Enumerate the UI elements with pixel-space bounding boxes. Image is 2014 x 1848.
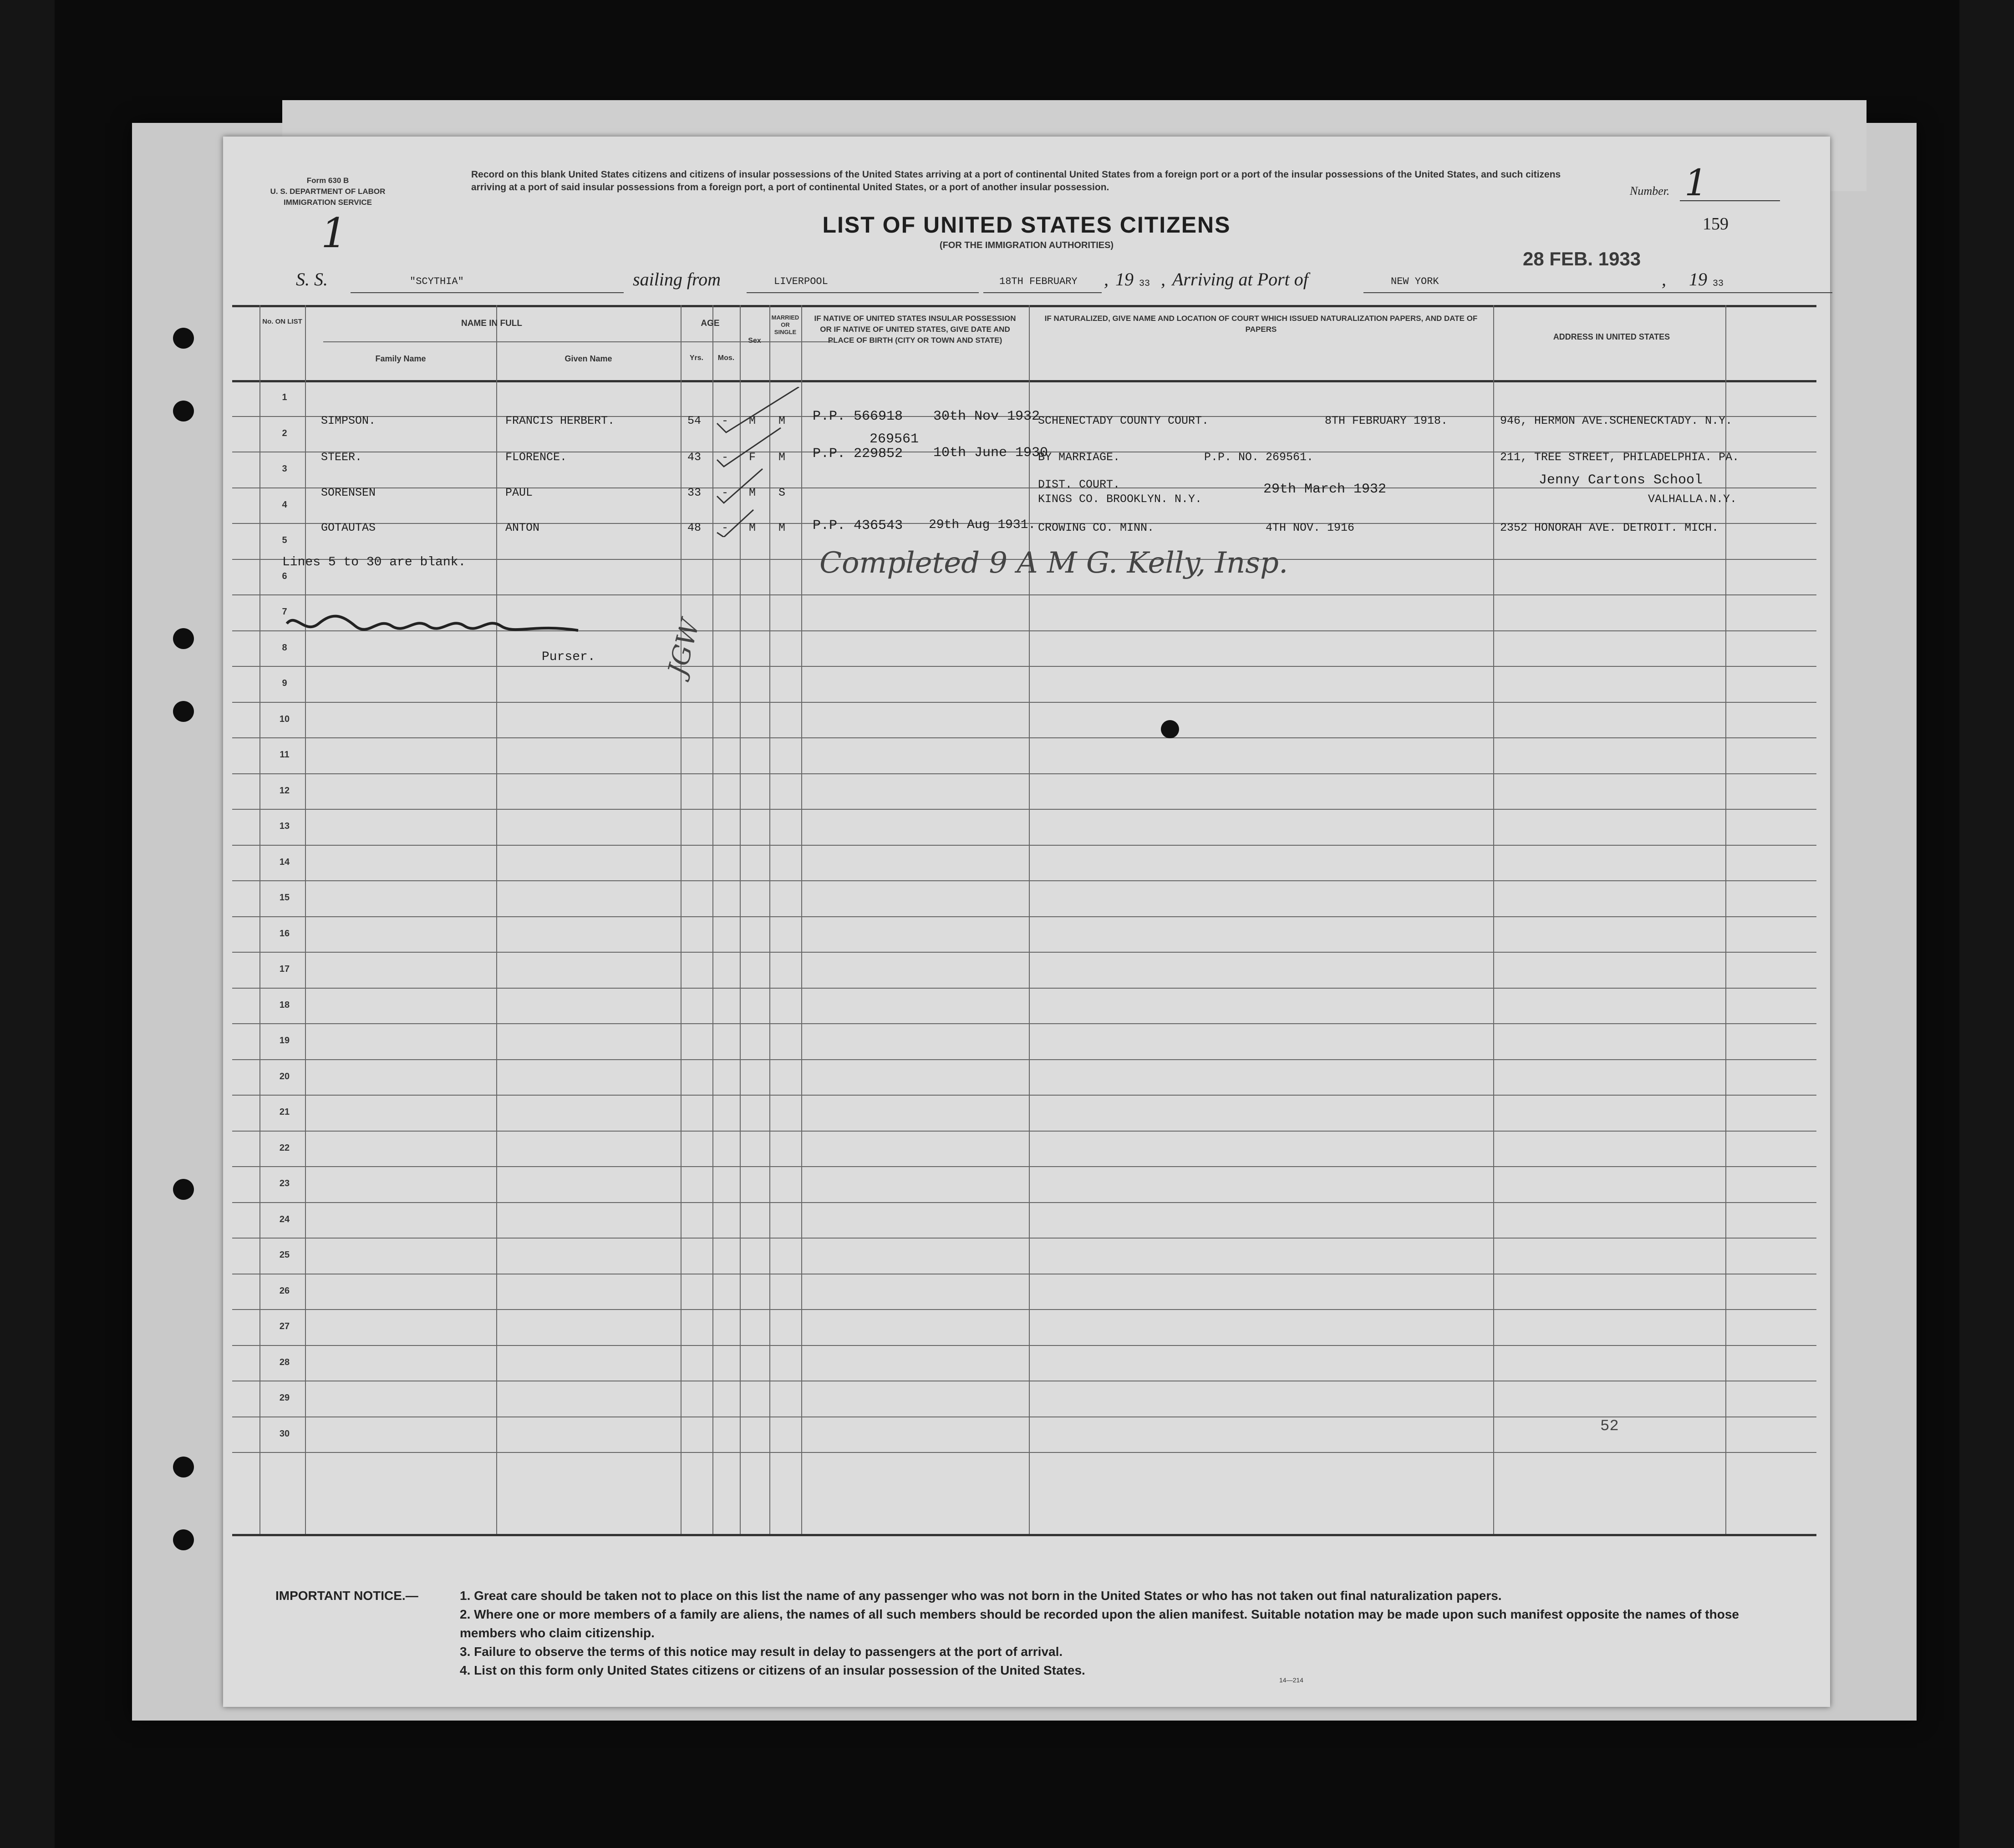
- passport: P.P. 436543: [813, 518, 903, 533]
- page-title: LIST OF UNITED STATES CITIZENS: [822, 212, 1231, 238]
- date-from-underline: [983, 292, 1102, 293]
- manifest-page: [223, 137, 1830, 1707]
- court-date: 8TH FEBRUARY 1918.: [1325, 414, 1448, 427]
- court: BY MARRIAGE.: [1038, 451, 1120, 464]
- port-from: LIVERPOOL: [774, 276, 828, 287]
- family-name: SORENSEN: [321, 486, 376, 499]
- given-name: FLORENCE.: [505, 451, 567, 464]
- passport-date: 29th Aug 1931.: [929, 518, 1036, 532]
- notice-item: 4. List on this form only United States citizens or citizens of an insular possession of the United States.: [460, 1663, 1085, 1677]
- line-number: 20: [279, 1071, 290, 1081]
- sex: M: [749, 414, 756, 427]
- ruled-line: [232, 1131, 1816, 1132]
- list-number: 1: [1684, 162, 1708, 204]
- binder-hole: [173, 328, 194, 349]
- line-number: 15: [279, 893, 290, 903]
- film-strip-right: [1959, 0, 2014, 1848]
- family-name: SIMPSON.: [321, 414, 376, 427]
- inspector-initials: JGW: [662, 616, 706, 679]
- court-date: 4TH NOV. 1916: [1266, 521, 1355, 534]
- col-given-name: Given Name: [565, 354, 612, 363]
- handwritten-number: 1: [321, 209, 347, 257]
- age-years: 33: [687, 486, 702, 499]
- ruled-line: [232, 1095, 1816, 1096]
- ruled-line: [232, 1452, 1816, 1453]
- line-number: 14: [279, 857, 290, 867]
- ruled-line: [232, 988, 1816, 989]
- line-number: 22: [279, 1142, 290, 1153]
- instructions-text: Record on this blank United States citizens and citizens of insular possessions of the United States arriving at a port of continental United States from a foreign port or a port of the insular possessions of the United States, and such citizens arriving at a port of said insular possessions from a foreign port, a port of continental United States, or a port of another insular possession.: [471, 169, 1561, 193]
- notice-item: 3. Failure to observe the terms of this notice may result in delay to passengers at the port of arrival.: [460, 1645, 1063, 1659]
- line-number: 5: [282, 535, 287, 546]
- year-from: 33: [1139, 279, 1150, 289]
- form-code: 14—214: [1279, 1676, 1303, 1684]
- binder-hole: [173, 1179, 194, 1200]
- port-from-underline: [747, 292, 979, 293]
- ruled-line: [232, 666, 1816, 667]
- given-name: PAUL: [505, 486, 533, 499]
- ruled-line: [232, 1166, 1816, 1167]
- col-native: IF NATIVE OF UNITED STATES INSULAR POSSESSION OR IF NATIVE OF UNITED STATES, GIVE DATE AND PLACE OF BIRTH (CITY OR TOWN AND STATE): [814, 314, 1016, 345]
- number-label: Number.: [1630, 184, 1670, 198]
- col-no: No. ON LIST: [262, 318, 302, 325]
- line-number: 18: [279, 1000, 290, 1010]
- service: IMMIGRATION SERVICE: [284, 198, 372, 207]
- line-number: 29: [279, 1393, 290, 1403]
- ruled-line: [232, 845, 1816, 846]
- court: CROWING CO. MINN.: [1038, 521, 1154, 534]
- line-number: 8: [282, 642, 287, 653]
- sex: F: [749, 451, 756, 464]
- film-strip-left: [0, 0, 55, 1848]
- ruled-line: [232, 594, 1816, 595]
- sex: M: [749, 486, 756, 499]
- ruled-line: [232, 737, 1816, 738]
- page-subtitle: (FOR THE IMMIGRATION AUTHORITIES): [939, 240, 1114, 250]
- col-name-in-full: NAME IN FULL: [461, 319, 523, 328]
- purser-label: Purser.: [542, 650, 595, 664]
- binder-hole: [173, 628, 194, 649]
- arriving-label: Arriving at Port of: [1172, 269, 1308, 289]
- court: SCHENECTADY COUNTY COURT.: [1038, 414, 1209, 427]
- year-to: 33: [1713, 279, 1724, 289]
- marital-status: S: [778, 486, 786, 499]
- line-number: 21: [279, 1107, 290, 1117]
- col-family-name: Family Name: [375, 354, 426, 363]
- col-age-years: Yrs.: [689, 354, 704, 362]
- ruled-line: [232, 702, 1816, 703]
- ship-name: "SCYTHIA": [410, 276, 464, 287]
- line-number: 17: [279, 964, 290, 975]
- tally-marks: [712, 387, 804, 537]
- col-marital: MARRIED OR SINGLE: [771, 314, 799, 335]
- form-number: Form 630 B: [306, 176, 349, 185]
- ruled-line: [232, 1202, 1816, 1203]
- passenger-table: [232, 305, 1816, 1534]
- age-months: -: [722, 414, 729, 427]
- marital-status: M: [778, 451, 786, 464]
- court-date: P.P. NO. 269561.: [1204, 451, 1314, 464]
- ruled-line: [232, 1023, 1816, 1024]
- line-number: 11: [280, 750, 290, 760]
- given-name: FRANCIS HERBERT.: [505, 414, 615, 427]
- age-months: -: [722, 486, 729, 499]
- col-age: AGE: [701, 319, 720, 328]
- passport: P.P. 229852: [813, 446, 903, 462]
- line-number: 19: [279, 1036, 290, 1046]
- ruled-line: [232, 880, 1816, 881]
- passport-date: 30th Nov 1932: [933, 409, 1040, 424]
- marital-status: M: [778, 414, 786, 427]
- age-months: -: [722, 521, 729, 534]
- age-years: 48: [687, 521, 702, 534]
- line-number: 3: [282, 464, 287, 474]
- binder-hole: [173, 1457, 194, 1477]
- address: 2352 HONORAH AVE. DETROIT. MICH.: [1500, 521, 1719, 534]
- address-city: VALHALLA.N.Y.: [1648, 492, 1737, 506]
- ink-blot: [1161, 720, 1179, 738]
- line-number: 28: [279, 1357, 290, 1367]
- ss-label: S. S.: [296, 269, 328, 289]
- address: Jenny Cartons School: [1539, 472, 1703, 488]
- year-prefix-to: 19: [1689, 269, 1707, 289]
- year-prefix-from: 19: [1115, 269, 1134, 289]
- court: DIST. COURT.: [1038, 478, 1120, 491]
- ship-underline: [351, 292, 624, 293]
- ruled-line: [232, 809, 1816, 810]
- family-name: GOTAUTAS: [321, 521, 376, 534]
- address: 946, HERMON AVE.SCHENECKTADY. N.Y.: [1500, 414, 1733, 427]
- line-number: 30: [279, 1428, 290, 1439]
- family-name: STEER.: [321, 451, 362, 464]
- line-number: 10: [279, 714, 290, 724]
- line-number: 1: [282, 392, 287, 403]
- ruled-line: [232, 1345, 1816, 1346]
- col-age-months: Mos.: [717, 354, 735, 362]
- ruled-line: [232, 1059, 1816, 1060]
- binder-hole: [173, 401, 194, 421]
- department: U. S. DEPARTMENT OF LABOR: [270, 187, 386, 196]
- ruled-line: [232, 773, 1816, 774]
- given-name: ANTON: [505, 521, 540, 534]
- line-number: 7: [282, 607, 287, 617]
- date-from: 18TH FEBRUARY: [999, 276, 1078, 287]
- notice-item: 1. Great care should be taken not to place on this list the name of any passenger who was not born in the United States or who has not taken out final naturalization papers.: [460, 1589, 1502, 1603]
- line-number: 23: [279, 1178, 290, 1189]
- passport-date: 10th June 1930: [933, 445, 1048, 461]
- sex: M: [749, 521, 756, 534]
- binder-hole: [173, 701, 194, 722]
- line-number: 12: [279, 785, 290, 796]
- form-identifier: [259, 175, 396, 208]
- line-number: 16: [279, 928, 290, 939]
- age-months: -: [722, 451, 729, 464]
- col-sex: Sex: [748, 337, 761, 345]
- address: 211, TREE STREET, PHILADELPHIA. PA.: [1500, 451, 1739, 464]
- voyage-line: S. S. "SCYTHIA" sailing from LIVERPOOL 18TH FEBRUARY , 19 33 , Arriving at Port of NEW YORK , 19 33: [296, 269, 1798, 296]
- passport-alt: 269561: [870, 432, 919, 447]
- age-years: 54: [687, 414, 702, 427]
- col-address: ADDRESS IN UNITED STATES: [1553, 332, 1670, 341]
- line-number: 25: [279, 1250, 290, 1260]
- binder-hole: [173, 1529, 194, 1550]
- page-number: 159: [1703, 214, 1729, 234]
- notice-item: 2. Where one or more members of a family are aliens, the names of all such members should be recorded upon the alien manifest. Suitable notation may be made upon such manifest opposite the names of those members who claim citizenship.: [460, 1607, 1739, 1640]
- completed-annotation: Completed 9 A M G. Kelly, Insp.: [819, 546, 1288, 580]
- line-number: 4: [282, 499, 287, 510]
- line-number: 24: [279, 1214, 290, 1224]
- notice-heading: IMPORTANT NOTICE.—: [275, 1589, 418, 1603]
- passport: P.P. 566918: [813, 409, 903, 424]
- ruled-line: [232, 916, 1816, 917]
- col-naturalized: IF NATURALIZED, GIVE NAME AND LOCATION OF COURT WHICH ISSUED NATURALIZATION PAPERS, AND DATE OF PAPERS: [1044, 314, 1478, 334]
- age-years: 43: [687, 451, 702, 464]
- ruled-line: [232, 1238, 1816, 1239]
- purser-signature: [278, 610, 587, 642]
- ruled-line: [232, 1309, 1816, 1310]
- arrival-date-stamp: 28 FEB. 1933: [1523, 248, 1641, 269]
- sailing-from-label: sailing from: [633, 269, 721, 289]
- port-to-underline: [1363, 292, 1832, 293]
- port-to: NEW YORK: [1391, 276, 1439, 287]
- marital-status: M: [778, 521, 786, 534]
- line-number: 13: [279, 821, 290, 832]
- line-number: 26: [279, 1285, 290, 1296]
- court-date: 29th March 1932: [1263, 482, 1387, 497]
- handwritten-52: 52: [1600, 1418, 1619, 1435]
- number-underline: [1680, 200, 1780, 201]
- ruled-line: [232, 952, 1816, 953]
- court-location: KINGS CO. BROOKLYN. N.Y.: [1038, 492, 1202, 506]
- line-number: 9: [282, 678, 287, 689]
- blank-lines-note: Lines 5 to 30 are blank.: [282, 555, 466, 569]
- ruled-line: [232, 1416, 1816, 1417]
- line-number: 2: [282, 428, 287, 438]
- line-number: 6: [282, 571, 287, 581]
- line-number: 27: [279, 1321, 290, 1332]
